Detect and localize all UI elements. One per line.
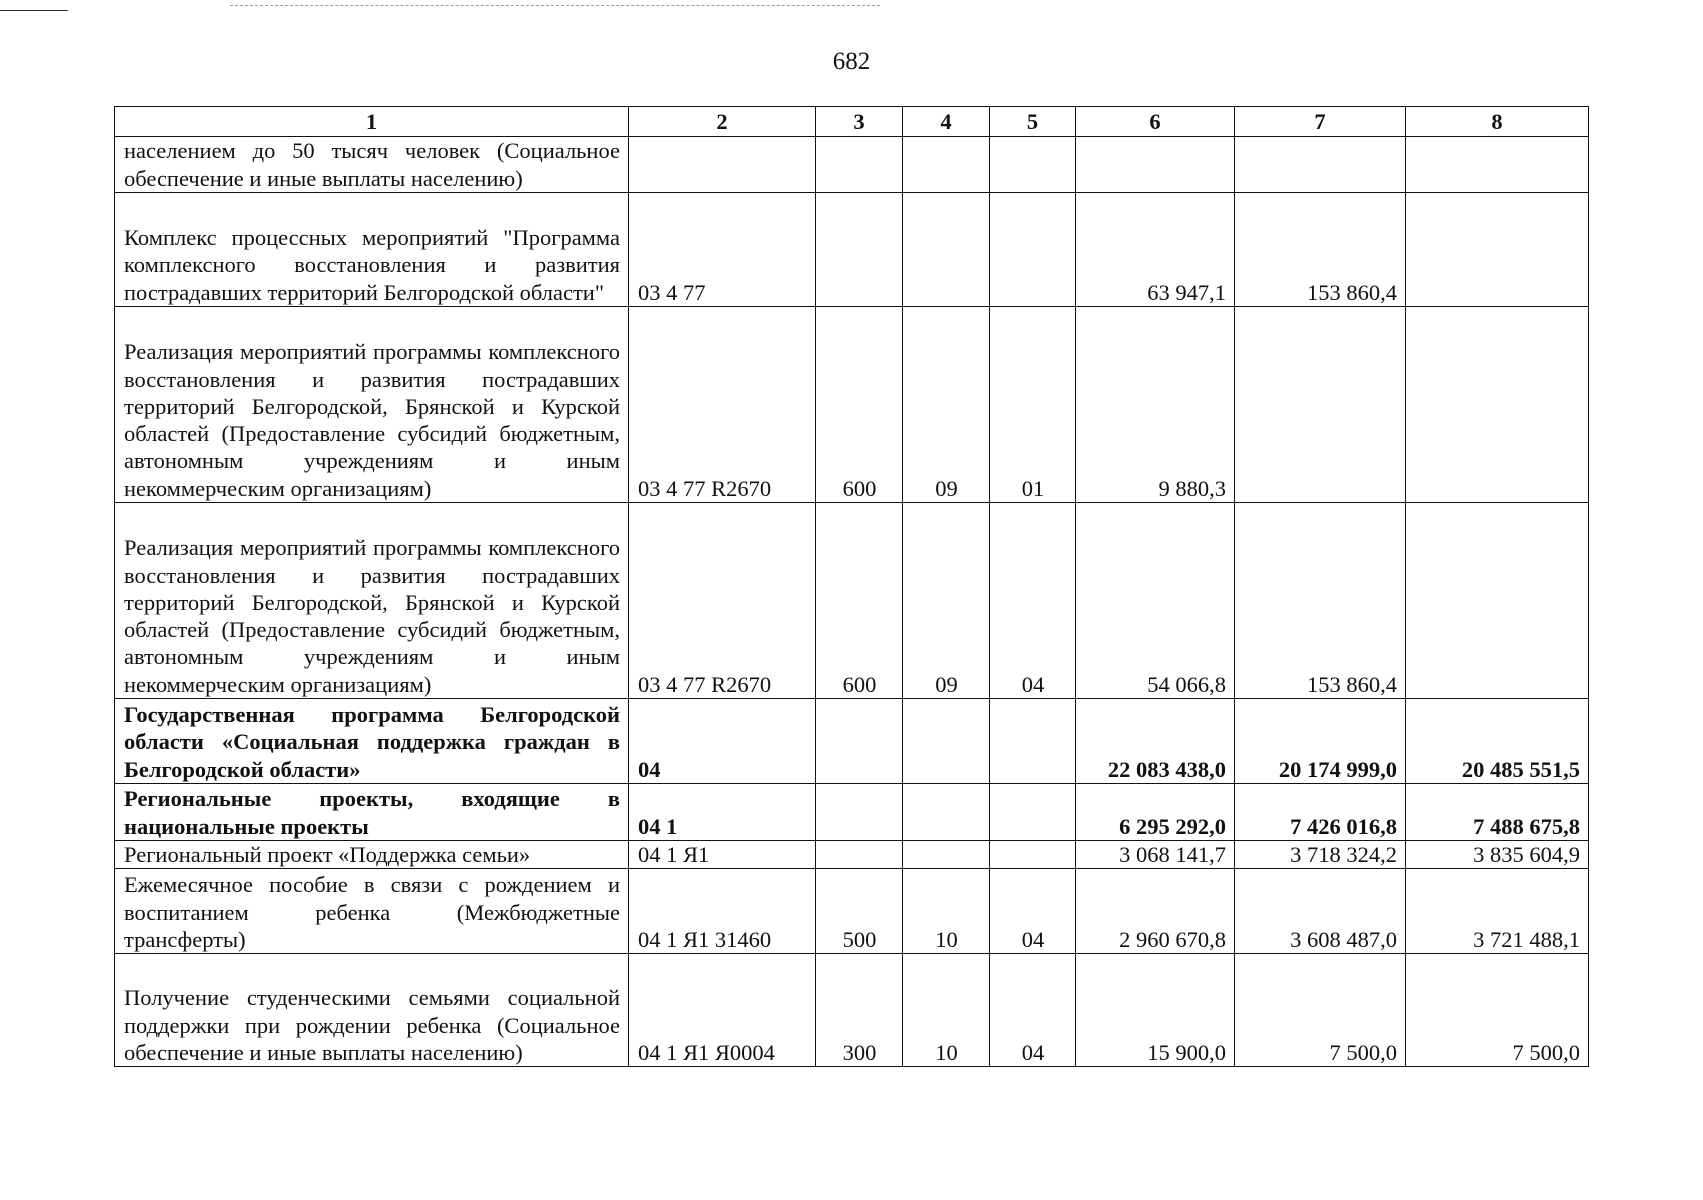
row-col4: 09 [903, 307, 990, 503]
col-header: 6 [1076, 107, 1235, 137]
row-col4 [903, 193, 990, 307]
row-col3: 600 [816, 503, 903, 699]
row-col6: 54 066,8 [1076, 503, 1235, 699]
row-col3: 600 [816, 307, 903, 503]
table-row [115, 503, 1589, 699]
row-col4 [903, 841, 990, 869]
row-col4 [903, 699, 990, 784]
row-col6: 22 083 438,0 [1076, 699, 1235, 784]
row-code: 04 1 Я1 [629, 841, 816, 869]
row-code: 03 4 77 [629, 193, 816, 307]
row-col6: 3 068 141,7 [1076, 841, 1235, 869]
row-col3 [816, 784, 903, 841]
row-col3: 300 [816, 954, 903, 1067]
table-row [115, 784, 1589, 841]
row-col7: 3 608 487,0 [1235, 869, 1406, 954]
row-col7: 153 860,4 [1235, 503, 1406, 699]
row-col6: 63 947,1 [1076, 193, 1235, 307]
row-code: 03 4 77 R2670 [629, 307, 816, 503]
row-col6: 6 295 292,0 [1076, 784, 1235, 841]
row-col8: 20 485 551,5 [1406, 699, 1589, 784]
row-name: Получение студенческими семьями социальной поддержки при рождении ребенка (Социальное обеспечение и иные выплаты населению) [115, 954, 629, 1067]
row-col4: 09 [903, 503, 990, 699]
row-col3: 500 [816, 869, 903, 954]
row-col6: 15 900,0 [1076, 954, 1235, 1067]
col-header: 8 [1406, 107, 1589, 137]
row-col4 [903, 137, 990, 193]
row-col5 [990, 699, 1076, 784]
scan-artifact-dashed-line [230, 5, 880, 6]
col-header: 4 [903, 107, 990, 137]
row-code: 04 1 [629, 784, 816, 841]
col-header: 1 [115, 107, 629, 137]
row-col7: 153 860,4 [1235, 193, 1406, 307]
row-col5 [990, 193, 1076, 307]
row-col6: 2 960 670,8 [1076, 869, 1235, 954]
row-col8: 7 488 675,8 [1406, 784, 1589, 841]
row-name: населением до 50 тысяч человек (Социальное обеспечение и иные выплаты населению) [115, 137, 629, 193]
col-header: 2 [629, 107, 816, 137]
row-col7 [1235, 307, 1406, 503]
row-col7: 20 174 999,0 [1235, 699, 1406, 784]
row-name: Реализация мероприятий программы комплексного восстановления и развития пострадавших территорий Белгородской, Брянской и Курской областей (Предоставление субсидий бюджетным, автономным учреждениям и иным некоммерческим организациям) [115, 503, 629, 699]
col-header: 5 [990, 107, 1076, 137]
row-col6 [1076, 137, 1235, 193]
row-name: Региональные проекты, входящие в национальные проекты [115, 784, 629, 841]
row-code: 04 1 Я1 Я0004 [629, 954, 816, 1067]
table-row [115, 869, 1589, 954]
row-col8: 3 835 604,9 [1406, 841, 1589, 869]
row-col8 [1406, 137, 1589, 193]
row-name: Государственная программа Белгородской области «Социальная поддержка граждан в Белгородской области» [115, 699, 629, 784]
row-col3 [816, 137, 903, 193]
row-col7: 7 426 016,8 [1235, 784, 1406, 841]
table-row [115, 841, 1589, 869]
col-header: 3 [816, 107, 903, 137]
row-col4 [903, 784, 990, 841]
row-col3 [816, 841, 903, 869]
scan-artifact-line [0, 10, 68, 11]
row-col3 [816, 699, 903, 784]
row-code: 04 1 Я1 31460 [629, 869, 816, 954]
col-header: 7 [1235, 107, 1406, 137]
row-col5 [990, 841, 1076, 869]
row-col8: 3 721 488,1 [1406, 869, 1589, 954]
row-col6: 9 880,3 [1076, 307, 1235, 503]
table-row [115, 137, 1589, 193]
row-col5: 04 [990, 954, 1076, 1067]
row-code [629, 137, 816, 193]
row-col8: 7 500,0 [1406, 954, 1589, 1067]
row-col5: 01 [990, 307, 1076, 503]
row-name: Комплекс процессных мероприятий "Программа комплексного восстановления и развития пострадавших территорий Белгородской области" [115, 193, 629, 307]
row-col5 [990, 137, 1076, 193]
row-col7 [1235, 137, 1406, 193]
table-row [115, 954, 1589, 1067]
page-number: 682 [832, 48, 871, 75]
header-row [115, 107, 1589, 137]
row-code: 03 4 77 R2670 [629, 503, 816, 699]
row-code: 04 [629, 699, 816, 784]
row-col3 [816, 193, 903, 307]
row-name: Реализация мероприятий программы комплексного восстановления и развития пострадавших территорий Белгородской, Брянской и Курской областей (Предоставление субсидий бюджетным, автономным учреждениям и иным некоммерческим организациям) [115, 307, 629, 503]
row-col7: 3 718 324,2 [1235, 841, 1406, 869]
table-row [115, 193, 1589, 307]
table-row [115, 699, 1589, 784]
row-col8 [1406, 193, 1589, 307]
row-col5 [990, 784, 1076, 841]
row-col5: 04 [990, 869, 1076, 954]
row-col4: 10 [903, 954, 990, 1067]
row-name: Ежемесячное пособие в связи с рождением и воспитанием ребенка (Межбюджетные трансферты) [115, 869, 629, 954]
row-col7: 7 500,0 [1235, 954, 1406, 1067]
budget-table [114, 106, 1589, 1067]
row-col5: 04 [990, 503, 1076, 699]
row-col4: 10 [903, 869, 990, 954]
row-col8 [1406, 503, 1589, 699]
row-col8 [1406, 307, 1589, 503]
table-row [115, 307, 1589, 503]
row-name: Региональный проект «Поддержка семьи» [115, 841, 629, 869]
